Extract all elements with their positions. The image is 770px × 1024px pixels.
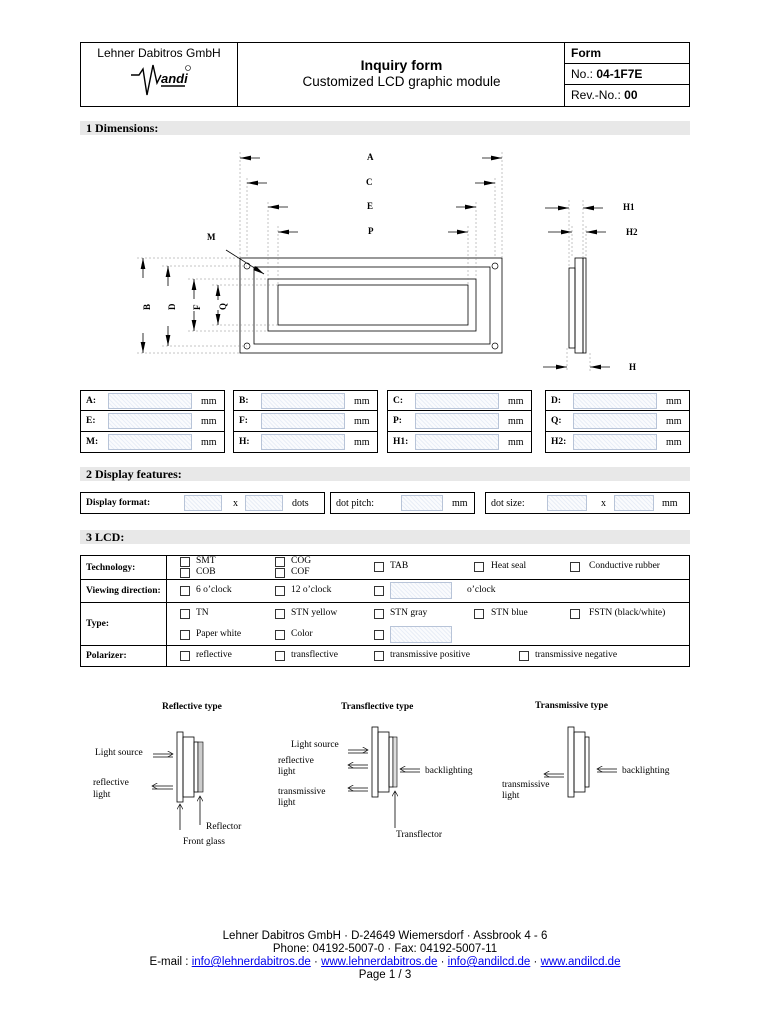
form-number: No.: 04-1F7E [565, 64, 690, 85]
tn-label: TN [196, 608, 209, 618]
dot-size-width-input[interactable] [547, 495, 587, 511]
dot-size-label: dot size: [491, 498, 525, 509]
dim-label-h: H [629, 362, 637, 372]
six-oclock-label: 6 o’clock [196, 585, 232, 595]
footer-address: Lehner Dabitros GmbH · D-24649 Wiemersdorf · Assbrook 4 - 6 [222, 930, 548, 942]
technology-label: Technology: [81, 556, 167, 580]
display-format-box [80, 492, 325, 514]
cob-label: COB [196, 567, 216, 577]
dim-label-d: D [167, 303, 177, 310]
dim-field-input[interactable] [573, 434, 657, 450]
section-lcd: 3 LCD: [80, 530, 690, 544]
fstn-label: FSTN (black/white) [589, 608, 666, 618]
dim-field-label: C: [393, 396, 404, 406]
oclock-label: o’clock [467, 585, 496, 595]
company-name: Lehner Dabitros GmbH [97, 46, 221, 60]
dot-pitch-unit: mm [452, 498, 468, 509]
polarizer-label: Polarizer: [81, 646, 167, 667]
dim-field-input[interactable] [108, 413, 192, 429]
transmissive-type-title: Transmissive type [535, 701, 608, 711]
fstn-checkbox[interactable] [570, 609, 580, 619]
dim-field-unit: mm [666, 437, 682, 448]
type-options [167, 603, 690, 646]
form-title: Inquiry form [360, 57, 443, 73]
smt-label: SMT [196, 556, 216, 566]
email-label: E-mail : [149, 956, 189, 968]
transflective-checkbox[interactable] [275, 651, 285, 661]
reflective-diagram [93, 732, 242, 847]
dim-field-d [545, 390, 690, 411]
footer-phone: Phone: 04192-5007-0 · Fax: 04192-5007-11 [272, 943, 498, 955]
times-label: x [233, 498, 238, 509]
dim-field-input[interactable] [415, 413, 499, 429]
tab-label: TAB [390, 561, 409, 571]
dot-size-unit: mm [662, 498, 678, 509]
twelve-oclock-checkbox[interactable] [275, 586, 285, 596]
dim-field-input[interactable] [261, 434, 345, 450]
email-link-lehner[interactable]: info@lehnerdabitros.de [191, 956, 311, 968]
reflector-label: Reflector [206, 822, 242, 832]
heat-seal-checkbox[interactable] [474, 562, 484, 572]
stn-yellow-label: STN yellow [291, 608, 338, 618]
dim-field-label: E: [86, 416, 96, 426]
reflective-light-label-1: reflective [93, 778, 129, 788]
dim-label-a: A [367, 152, 374, 162]
dim-label-h2: H2 [626, 227, 638, 237]
form-subtitle: Customized LCD graphic module [302, 74, 501, 89]
dim-field-input[interactable] [261, 393, 345, 409]
cob-checkbox[interactable] [180, 568, 190, 578]
transflective-type-title: Transflective type [341, 702, 414, 712]
transflective-diagram [278, 727, 473, 840]
viewing-options [167, 580, 690, 603]
dim-field-label: A: [86, 396, 97, 406]
dim-field-unit: mm [508, 396, 524, 407]
dim-field-unit: mm [354, 437, 370, 448]
reflective-light-label-2: light [93, 790, 111, 800]
dim-field-unit: mm [354, 396, 370, 407]
dim-field-unit: mm [354, 416, 370, 427]
stn-blue-label: STN blue [491, 608, 528, 618]
transmissive-backlighting-label: backlighting [622, 766, 670, 776]
dim-field-label: M: [86, 437, 99, 447]
conductive-rubber-label: Conductive rubber [589, 561, 660, 571]
transflective-reflective-label-1: reflective [278, 756, 314, 766]
custom-type-checkbox[interactable] [374, 630, 384, 640]
display-format-width-input[interactable] [184, 495, 222, 511]
reflective-label: reflective [196, 650, 232, 660]
dim-field-f [233, 411, 378, 432]
dim-field-input[interactable] [108, 393, 192, 409]
svg-text:andi: andi [161, 71, 188, 86]
company-cell [81, 43, 238, 106]
stn-yellow-checkbox[interactable] [275, 609, 285, 619]
dim-label-c: C [366, 177, 373, 187]
tab-checkbox[interactable] [374, 562, 384, 572]
dim-field-h [233, 432, 378, 453]
light-source-label: Light source [95, 748, 143, 758]
custom-oclock-input[interactable] [390, 582, 452, 599]
stn-gray-checkbox[interactable] [374, 609, 384, 619]
dot-size-times: x [601, 498, 606, 509]
website-link-andi[interactable]: www.andilcd.de [540, 956, 621, 968]
dim-field-a [80, 390, 225, 411]
conductive-rubber-checkbox[interactable] [570, 562, 580, 572]
section-dimensions: 1 Dimensions: [80, 121, 690, 135]
twelve-oclock-label: 12 o’clock [291, 585, 332, 595]
dim-field-unit: mm [508, 437, 524, 448]
display-format-height-input[interactable] [245, 495, 283, 511]
cog-label: COG [291, 556, 312, 566]
polarizer-options [167, 646, 690, 667]
form-label: Form [565, 43, 690, 64]
dim-label-h1: H1 [623, 202, 635, 212]
transmissive-light-label-1: transmissive [502, 780, 550, 790]
dim-field-unit: mm [201, 437, 217, 448]
dim-field-label: B: [239, 396, 249, 406]
transmissive-negative-label: transmissive negative [535, 650, 618, 660]
lcd-table [80, 555, 690, 667]
dim-field-input[interactable] [261, 413, 345, 429]
cof-label: COF [291, 567, 310, 577]
front-glass-label: Front glass [183, 837, 225, 847]
footer-contacts: E-mail : info@lehnerdabitros.de · www.lehnerdabitros.de · info@andilcd.de · www.andilcd.de [149, 956, 621, 968]
dim-field-label: D: [551, 396, 562, 406]
dot-size-box [485, 492, 690, 514]
dim-field-unit: mm [666, 396, 682, 407]
transflective-reflective-label-2: light [278, 767, 296, 777]
dim-field-unit: mm [508, 416, 524, 427]
dim-field-label: H2: [551, 437, 567, 447]
display-format-label: Display format: [86, 498, 151, 508]
dim-label-b: B [142, 303, 152, 310]
transmissive-light-label-2: light [502, 791, 520, 801]
transflective-light-source-label: Light source [291, 740, 339, 750]
dim-field-unit: mm [201, 396, 217, 407]
dimension-drawing [0, 140, 770, 380]
cof-checkbox[interactable] [275, 568, 285, 578]
email-link-andi[interactable]: info@andilcd.de [447, 956, 531, 968]
form-header [80, 42, 690, 107]
dim-field-input[interactable] [573, 413, 657, 429]
custom-oclock-checkbox[interactable] [374, 586, 384, 596]
dim-field-input[interactable] [573, 393, 657, 409]
section-display-features: 2 Display features: [80, 467, 690, 481]
stn-gray-label: STN gray [390, 608, 428, 618]
lcd-type-illustrations [0, 690, 770, 860]
dim-label-m: M [207, 232, 216, 242]
form-info-cell [564, 43, 690, 106]
technology-options [167, 556, 690, 580]
transflective-label: transflective [291, 650, 338, 660]
dim-field-unit: mm [201, 416, 217, 427]
dim-field-label: F: [239, 416, 248, 426]
color-checkbox[interactable] [275, 630, 285, 640]
transmissive-diagram [502, 727, 670, 801]
dim-label-q: Q [218, 302, 228, 310]
dim-field-c [387, 390, 532, 411]
dim-field-input[interactable] [108, 434, 192, 450]
dim-field-label: H1: [393, 437, 409, 447]
six-oclock-checkbox[interactable] [180, 586, 190, 596]
transmissive-negative-checkbox[interactable] [519, 651, 529, 661]
dot-size-height-input[interactable] [614, 495, 654, 511]
dot-pitch-input[interactable] [401, 495, 443, 511]
page-number: Page 1 / 3 [358, 969, 412, 981]
type-label: Type: [81, 603, 167, 646]
heat-seal-label: Heat seal [491, 561, 527, 571]
dim-field-h2 [545, 432, 690, 453]
dots-unit: dots [292, 498, 309, 509]
dim-field-label: Q: [551, 416, 562, 426]
dot-pitch-box [330, 492, 475, 514]
dim-field-b [233, 390, 378, 411]
dim-field-e [80, 411, 225, 432]
transflective-transmissive-label-1: transmissive [278, 787, 326, 797]
dot-pitch-label: dot pitch: [336, 498, 375, 509]
dim-field-label: H: [239, 437, 250, 447]
transmissive-positive-label: transmissive positive [390, 650, 470, 660]
dim-field-input[interactable] [415, 393, 499, 409]
dim-field-label: P: [393, 416, 402, 426]
transflective-transmissive-label-2: light [278, 798, 296, 808]
custom-type-input[interactable] [390, 626, 452, 643]
paper-white-label: Paper white [196, 629, 242, 639]
dim-field-m [80, 432, 225, 453]
color-label: Color [291, 629, 313, 639]
dim-field-h1 [387, 432, 532, 453]
dim-label-f: F [192, 304, 202, 310]
revision-number: Rev.-No.: 00 [571, 88, 638, 102]
dim-field-p [387, 411, 532, 432]
transflector-label: Transflector [396, 830, 443, 840]
dim-label-p: P [368, 226, 374, 236]
tn-checkbox[interactable] [180, 609, 190, 619]
cog-checkbox[interactable] [275, 557, 285, 567]
smt-checkbox[interactable] [180, 557, 190, 567]
title-cell [239, 57, 564, 89]
viewing-direction-label: Viewing direction: [81, 580, 167, 603]
paper-white-checkbox[interactable] [180, 630, 190, 640]
andi-logo [81, 61, 238, 103]
dim-field-unit: mm [666, 416, 682, 427]
dim-label-e: E [367, 201, 374, 211]
dim-field-input[interactable] [415, 434, 499, 450]
reflective-checkbox[interactable] [180, 651, 190, 661]
reflective-type-title: Reflective type [162, 702, 222, 712]
website-link-lehner[interactable]: www.lehnerdabitros.de [321, 956, 438, 968]
transmissive-positive-checkbox[interactable] [374, 651, 384, 661]
stn-blue-checkbox[interactable] [474, 609, 484, 619]
transflective-backlighting-label: backlighting [425, 766, 473, 776]
dim-field-q [545, 411, 690, 432]
